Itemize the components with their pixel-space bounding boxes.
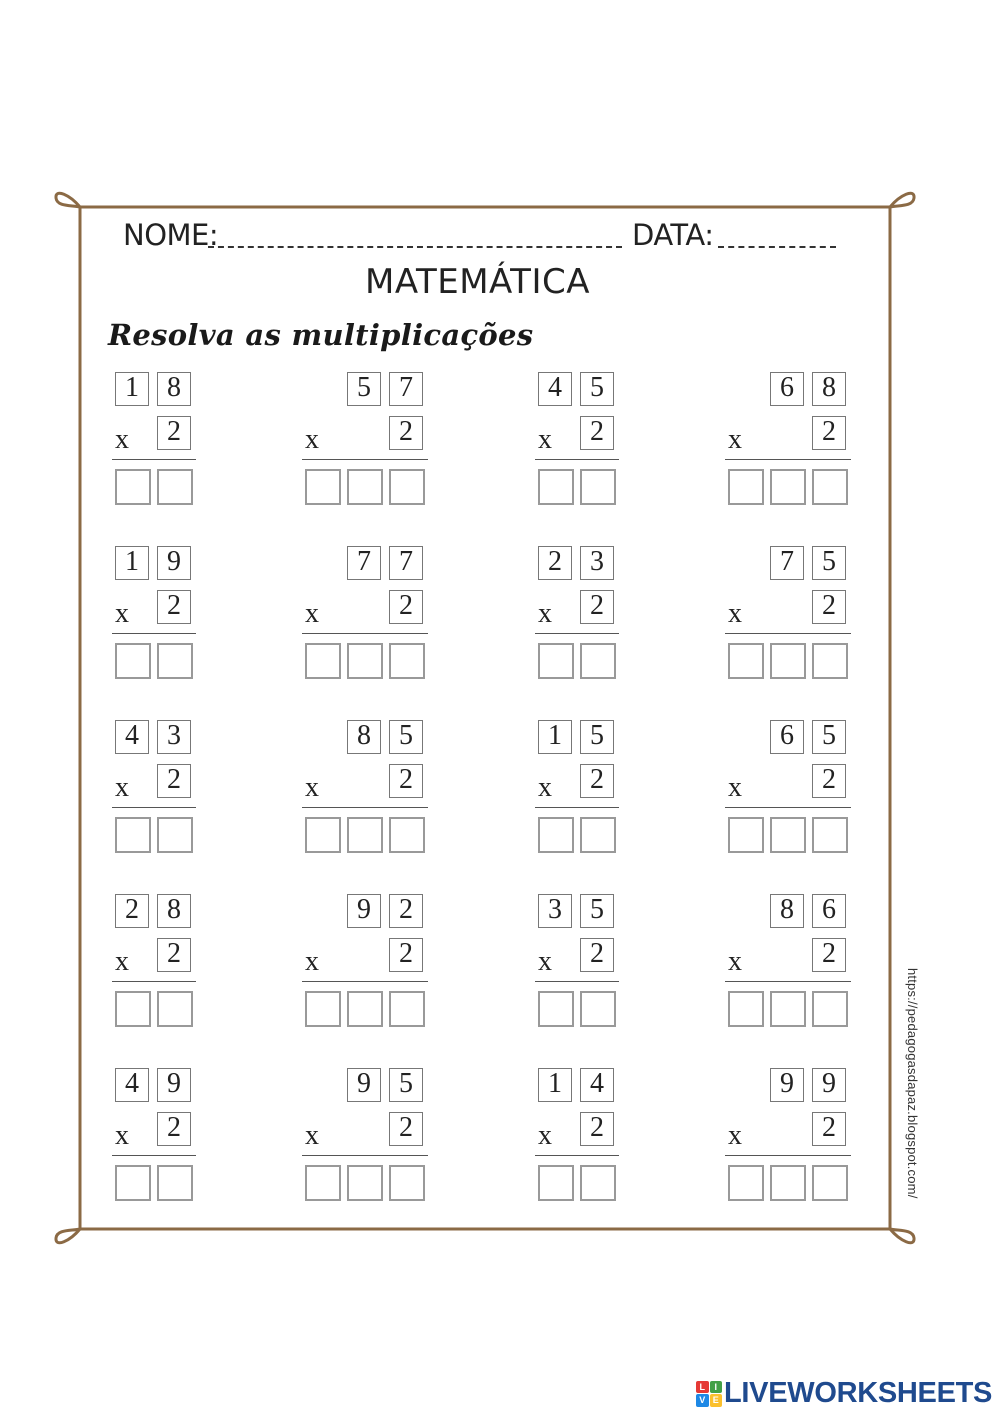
answer-box[interactable] — [812, 1165, 848, 1201]
answer-box[interactable] — [157, 991, 193, 1027]
multiplicand-digit: 3 — [157, 720, 191, 754]
answer-box[interactable] — [347, 643, 383, 679]
multiplier-digit: 2 — [157, 416, 191, 450]
answer-box[interactable] — [812, 817, 848, 853]
multiplication-problem — [115, 372, 255, 512]
multiplicand-digit: 3 — [580, 546, 614, 580]
multiplication-problem — [538, 372, 678, 512]
multiplicand-digit: 1 — [115, 372, 149, 406]
multiplier-digit: 2 — [812, 764, 846, 798]
multiplicand-digit: 5 — [347, 372, 381, 406]
answer-box[interactable] — [115, 991, 151, 1027]
multiply-sign: x — [538, 424, 552, 455]
answer-box[interactable] — [812, 469, 848, 505]
answer-box[interactable] — [580, 1165, 616, 1201]
answer-box[interactable] — [305, 1165, 341, 1201]
multiplicand-digit: 1 — [538, 1068, 572, 1102]
multiplication-problem — [728, 1068, 868, 1208]
sum-line — [535, 633, 619, 634]
multiplicand-digit: 8 — [347, 720, 381, 754]
multiplicand-digit: 4 — [580, 1068, 614, 1102]
multiplication-problem — [115, 894, 255, 1034]
name-label: NOME: — [123, 218, 219, 252]
multiply-sign: x — [728, 946, 742, 977]
multiply-sign: x — [305, 1120, 319, 1151]
sum-line — [302, 807, 428, 808]
answer-box[interactable] — [305, 817, 341, 853]
multiplication-problem — [538, 894, 678, 1034]
sum-line — [725, 459, 851, 460]
multiplication-problem — [728, 894, 868, 1034]
multiplier-digit: 2 — [580, 590, 614, 624]
sum-line — [302, 981, 428, 982]
multiplier-digit: 2 — [389, 590, 423, 624]
multiplicand-digit: 9 — [157, 1068, 191, 1102]
answer-box[interactable] — [115, 817, 151, 853]
multiplicand-digit: 3 — [538, 894, 572, 928]
multiplicand-digit: 6 — [770, 720, 804, 754]
multiplicand-digit: 4 — [115, 1068, 149, 1102]
answer-box[interactable] — [538, 817, 574, 853]
date-label: DATA: — [632, 218, 714, 252]
sum-line — [112, 807, 196, 808]
answer-box[interactable] — [305, 643, 341, 679]
brand-logo-tile: V — [696, 1394, 709, 1407]
answer-box[interactable] — [115, 469, 151, 505]
sum-line — [535, 459, 619, 460]
sum-line — [725, 1155, 851, 1156]
multiply-sign: x — [728, 598, 742, 629]
multiply-sign: x — [115, 424, 129, 455]
multiply-sign: x — [305, 598, 319, 629]
sum-line — [302, 633, 428, 634]
multiply-sign: x — [115, 598, 129, 629]
multiplication-problem — [115, 720, 255, 860]
sum-line — [302, 459, 428, 460]
multiplier-digit: 2 — [580, 938, 614, 972]
answer-box[interactable] — [115, 643, 151, 679]
multiply-sign: x — [538, 598, 552, 629]
answer-box[interactable] — [580, 643, 616, 679]
answer-box[interactable] — [305, 469, 341, 505]
multiplicand-digit: 7 — [347, 546, 381, 580]
multiplication-problem — [728, 546, 868, 686]
multiply-sign: x — [538, 946, 552, 977]
multiplicand-digit: 8 — [157, 894, 191, 928]
multiplier-digit: 2 — [157, 764, 191, 798]
multiplier-digit: 2 — [812, 416, 846, 450]
answer-box[interactable] — [305, 991, 341, 1027]
multiplicand-digit: 5 — [580, 372, 614, 406]
sum-line — [112, 981, 196, 982]
answer-box[interactable] — [157, 643, 193, 679]
multiply-sign: x — [115, 772, 129, 803]
answer-box[interactable] — [115, 1165, 151, 1201]
multiplier-digit: 2 — [580, 764, 614, 798]
brand-name: LIVEWORKSHEETS — [724, 1377, 993, 1409]
answer-box[interactable] — [728, 643, 764, 679]
multiplicand-digit: 7 — [389, 372, 423, 406]
answer-box[interactable] — [347, 1165, 383, 1201]
multiplier-digit: 2 — [812, 590, 846, 624]
brand-logo-icon — [696, 1381, 722, 1407]
multiplier-digit: 2 — [389, 764, 423, 798]
answer-box[interactable] — [389, 643, 425, 679]
multiplication-problem — [305, 372, 445, 512]
multiplication-problem — [115, 546, 255, 686]
sum-line — [535, 1155, 619, 1156]
multiply-sign: x — [728, 772, 742, 803]
multiplier-digit: 2 — [389, 416, 423, 450]
multiplication-problem — [305, 894, 445, 1034]
brand-logo-tile: I — [710, 1381, 723, 1394]
multiplicand-digit: 1 — [115, 546, 149, 580]
multiplicand-digit: 5 — [812, 720, 846, 754]
multiplication-problem — [305, 720, 445, 860]
multiplicand-digit: 9 — [347, 1068, 381, 1102]
multiplication-problem — [538, 1068, 678, 1208]
answer-box[interactable] — [538, 1165, 574, 1201]
multiply-sign: x — [538, 1120, 552, 1151]
answer-box[interactable] — [812, 991, 848, 1027]
multiplicand-digit: 6 — [770, 372, 804, 406]
multiplier-digit: 2 — [812, 938, 846, 972]
sum-line — [725, 633, 851, 634]
answer-box[interactable] — [728, 1165, 764, 1201]
answer-box[interactable] — [770, 469, 806, 505]
answer-box[interactable] — [157, 469, 193, 505]
multiplicand-digit: 2 — [115, 894, 149, 928]
multiplicand-digit: 1 — [538, 720, 572, 754]
answer-box[interactable] — [389, 1165, 425, 1201]
brand-logo-tile: E — [710, 1394, 723, 1407]
answer-box[interactable] — [580, 469, 616, 505]
multiply-sign: x — [115, 946, 129, 977]
answer-box[interactable] — [770, 1165, 806, 1201]
answer-box[interactable] — [389, 991, 425, 1027]
multiply-sign: x — [115, 1120, 129, 1151]
answer-box[interactable] — [347, 991, 383, 1027]
answer-box[interactable] — [347, 469, 383, 505]
multiplication-problem — [538, 720, 678, 860]
brand-logo-tile: L — [696, 1381, 709, 1394]
multiplier-digit: 2 — [389, 938, 423, 972]
answer-box[interactable] — [580, 817, 616, 853]
sum-line — [725, 981, 851, 982]
multiplicand-digit: 9 — [770, 1068, 804, 1102]
multiplicand-digit: 5 — [389, 1068, 423, 1102]
answer-box[interactable] — [728, 469, 764, 505]
instruction-text: Resolva as multiplicações — [108, 318, 534, 352]
answer-box[interactable] — [538, 643, 574, 679]
multiplicand-digit: 8 — [812, 372, 846, 406]
sum-line — [112, 459, 196, 460]
multiply-sign: x — [305, 424, 319, 455]
multiplication-problem — [305, 1068, 445, 1208]
multiplicand-digit: 8 — [157, 372, 191, 406]
answer-box[interactable] — [580, 991, 616, 1027]
answer-box[interactable] — [538, 469, 574, 505]
answer-box[interactable] — [389, 469, 425, 505]
multiplicand-digit: 4 — [115, 720, 149, 754]
multiplication-problem — [305, 546, 445, 686]
multiplicand-digit: 9 — [157, 546, 191, 580]
answer-box[interactable] — [812, 643, 848, 679]
sum-line — [112, 1155, 196, 1156]
brand-footer — [696, 1377, 992, 1410]
multiplicand-digit: 5 — [580, 720, 614, 754]
answer-box[interactable] — [770, 817, 806, 853]
answer-box[interactable] — [770, 643, 806, 679]
multiplicand-digit: 7 — [389, 546, 423, 580]
sum-line — [302, 1155, 428, 1156]
multiplicand-digit: 9 — [347, 894, 381, 928]
multiplicand-digit: 5 — [389, 720, 423, 754]
answer-box[interactable] — [157, 817, 193, 853]
multiplication-problem — [728, 720, 868, 860]
sum-line — [725, 807, 851, 808]
multiplicand-digit: 2 — [389, 894, 423, 928]
multiplier-digit: 2 — [389, 1112, 423, 1146]
answer-box[interactable] — [728, 991, 764, 1027]
multiplicand-digit: 5 — [580, 894, 614, 928]
multiplicand-digit: 5 — [812, 546, 846, 580]
multiplier-digit: 2 — [812, 1112, 846, 1146]
multiplicand-digit: 7 — [770, 546, 804, 580]
answer-box[interactable] — [538, 991, 574, 1027]
multiply-sign: x — [305, 772, 319, 803]
page-title: MATEMÁTICA — [365, 262, 590, 302]
answer-box[interactable] — [389, 817, 425, 853]
sum-line — [112, 633, 196, 634]
multiply-sign: x — [728, 1120, 742, 1151]
multiply-sign: x — [538, 772, 552, 803]
multiplicand-digit: 9 — [812, 1068, 846, 1102]
multiplier-digit: 2 — [157, 1112, 191, 1146]
multiplier-digit: 2 — [580, 416, 614, 450]
multiplier-digit: 2 — [157, 938, 191, 972]
multiply-sign: x — [305, 946, 319, 977]
multiplication-problem — [728, 372, 868, 512]
sum-line — [535, 981, 619, 982]
answer-box[interactable] — [347, 817, 383, 853]
multiply-sign: x — [728, 424, 742, 455]
multiplicand-digit: 4 — [538, 372, 572, 406]
multiplier-digit: 2 — [580, 1112, 614, 1146]
multiplicand-digit: 2 — [538, 546, 572, 580]
multiplication-problem — [115, 1068, 255, 1208]
answer-box[interactable] — [157, 1165, 193, 1201]
sum-line — [535, 807, 619, 808]
source-url: https://pedagogasdapaz.blogspot.com/ — [905, 968, 920, 1199]
multiplicand-digit: 6 — [812, 894, 846, 928]
answer-box[interactable] — [770, 991, 806, 1027]
multiplication-problem — [538, 546, 678, 686]
multiplier-digit: 2 — [157, 590, 191, 624]
multiplicand-digit: 8 — [770, 894, 804, 928]
answer-box[interactable] — [728, 817, 764, 853]
